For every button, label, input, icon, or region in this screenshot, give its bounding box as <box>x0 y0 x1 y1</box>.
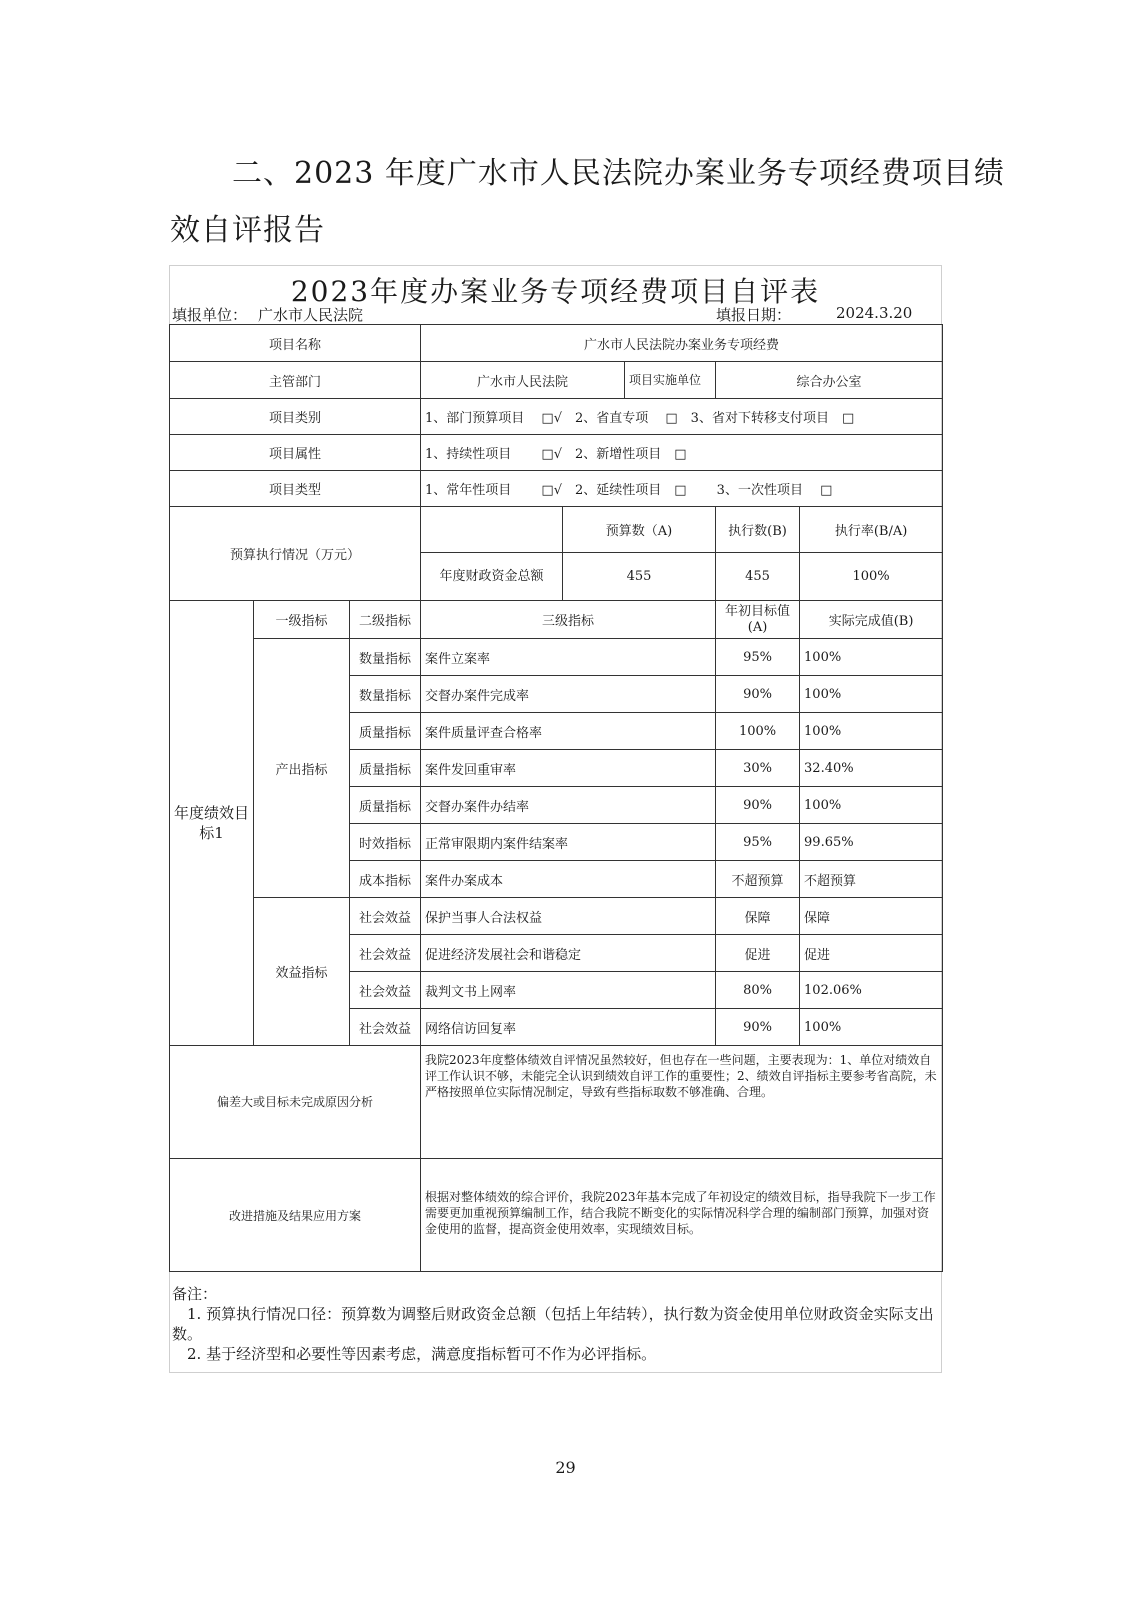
ind-level3: 保护当事人合法权益 <box>421 898 716 935</box>
ind-level2: 质量指标 <box>350 713 421 750</box>
note-2: 2. 基于经济型和必要性等因素考虑，满意度指标暂可不作为必评指标。 <box>172 1345 657 1363</box>
unit-label: 填报单位： <box>172 306 248 324</box>
ind-actual: 100% <box>800 676 943 713</box>
ind-target: 95% <box>716 639 800 676</box>
ind-level3: 交督办案件办结率 <box>421 787 716 824</box>
ind-actual: 32.40% <box>800 750 943 787</box>
note-1: 1. 预算执行情况口径：预算数为调整后财政资金总额（包括上年结转），执行数为资金使用单位财政资金实际支出数。 <box>172 1305 934 1343</box>
ind-actual: 100% <box>800 1009 943 1046</box>
ind-target: 保障 <box>716 898 800 935</box>
ind-level2: 社会效益 <box>350 1009 421 1046</box>
page-number: 29 <box>555 1458 576 1477</box>
budget-label: 预算执行情况（万元） <box>170 507 421 601</box>
evaluation-table <box>169 324 943 1272</box>
budget-header-blank <box>421 507 563 553</box>
budget-col-rate: 执行率(B/A) <box>800 507 943 553</box>
ind-level2: 质量指标 <box>350 750 421 787</box>
budget-value: 455 <box>563 553 716 601</box>
ind-level2: 社会效益 <box>350 972 421 1009</box>
output-label: 产出指标 <box>254 639 350 898</box>
ind-level2: 社会效益 <box>350 898 421 935</box>
ind-level3: 裁判文书上网率 <box>421 972 716 1009</box>
budget-col-exec: 执行数(B) <box>716 507 800 553</box>
ind-target: 90% <box>716 787 800 824</box>
ind-actual: 促进 <box>800 935 943 972</box>
type-label: 项目类型 <box>170 471 421 507</box>
rate-value: 100% <box>800 553 943 601</box>
ind-level3: 案件质量评查合格率 <box>421 713 716 750</box>
ind-actual: 100% <box>800 639 943 676</box>
benefit-label: 效益指标 <box>254 898 350 1046</box>
col-level3: 三级指标 <box>421 601 716 639</box>
ind-level2: 时效指标 <box>350 824 421 861</box>
dept-value: 广水市人民法院 <box>421 362 625 399</box>
report-heading-line2: 效自评报告 <box>170 213 325 248</box>
ind-level3: 案件办案成本 <box>421 861 716 898</box>
ind-level2: 质量指标 <box>350 787 421 824</box>
impl-unit-value: 综合办公室 <box>716 362 943 399</box>
project-name-value: 广水市人民法院办案业务专项经费 <box>421 325 943 362</box>
ind-target: 90% <box>716 676 800 713</box>
notes <box>172 1284 937 1364</box>
ind-target: 95% <box>716 824 800 861</box>
ind-level2: 成本指标 <box>350 861 421 898</box>
category-value: 1、部门预算项目 □√ 2、省直专项 □ 3、省对下转移支付项目 □ <box>421 399 943 435</box>
report-heading-line1: 二、2023 年度广水市人民法院办案业务专项经费项目绩 <box>232 156 1005 191</box>
ind-actual: 100% <box>800 713 943 750</box>
improvement-label: 改进措施及结果应用方案 <box>170 1159 421 1272</box>
annual-goal-label: 年度绩效目标1 <box>170 601 254 1046</box>
ind-level2: 社会效益 <box>350 935 421 972</box>
deviation-text: 我院2023年度整体绩效自评情况虽然较好，但也存在一些问题，主要表现为：1、单位对绩效自评工作认识不够，未能完全认识到绩效自评工作的重要性；2、绩效自评指标主要参考省高院，未严格按照单位实际情况制定，导致有些指标取数不够准确、合理。 <box>421 1046 943 1159</box>
ind-target: 90% <box>716 1009 800 1046</box>
attribute-label: 项目属性 <box>170 435 421 471</box>
ind-actual: 100% <box>800 787 943 824</box>
project-name-label: 项目名称 <box>170 325 421 362</box>
ind-level3: 正常审限期内案件结案率 <box>421 824 716 861</box>
col-level2: 二级指标 <box>350 601 421 639</box>
date-label: 填报日期： <box>716 306 792 324</box>
impl-unit-label: 项目实施单位 <box>625 362 716 399</box>
col-actual: 实际完成值(B) <box>800 601 943 639</box>
ind-level3: 案件立案率 <box>421 639 716 676</box>
ind-actual: 102.06% <box>800 972 943 1009</box>
ind-level3: 交督办案件完成率 <box>421 676 716 713</box>
ind-level3: 促进经济发展社会和谐稳定 <box>421 935 716 972</box>
date-value: 2024.3.20 <box>836 304 913 322</box>
attribute-value: 1、持续性项目 □√ 2、新增性项目 □ <box>421 435 943 471</box>
budget-row-label: 年度财政资金总额 <box>421 553 563 601</box>
ind-target: 促进 <box>716 935 800 972</box>
exec-value: 455 <box>716 553 800 601</box>
ind-level2: 数量指标 <box>350 639 421 676</box>
ind-level2: 数量指标 <box>350 676 421 713</box>
deviation-label: 偏差大或目标未完成原因分析 <box>170 1046 421 1159</box>
col-target: 年初目标值(A) <box>716 601 800 639</box>
budget-col-budget: 预算数（A) <box>563 507 716 553</box>
ind-target: 不超预算 <box>716 861 800 898</box>
ind-actual: 不超预算 <box>800 861 943 898</box>
type-value: 1、常年性项目 □√ 2、延续性项目 □ 3、一次性项目 □ <box>421 471 943 507</box>
ind-level3: 网络信访回复率 <box>421 1009 716 1046</box>
ind-target: 30% <box>716 750 800 787</box>
ind-actual: 99.65% <box>800 824 943 861</box>
ind-target: 80% <box>716 972 800 1009</box>
improvement-text: 根据对整体绩效的综合评价，我院2023年基本完成了年初设定的绩效目标，指导我院下一步工作需要更加重视预算编制工作，结合我院不断变化的实际情况科学合理的编制部门预算，加强对资金使用的监督，提高资金使用效率，实现绩效目标。 <box>421 1159 943 1272</box>
unit-value: 广水市人民法院 <box>258 306 364 324</box>
ind-actual: 保障 <box>800 898 943 935</box>
notes-title: 备注： <box>172 1285 218 1303</box>
form-title: 2023年度办案业务专项经费项目自评表 <box>290 275 821 308</box>
ind-target: 100% <box>716 713 800 750</box>
col-level1: 一级指标 <box>254 601 350 639</box>
category-label: 项目类别 <box>170 399 421 435</box>
ind-level3: 案件发回重审率 <box>421 750 716 787</box>
dept-label: 主管部门 <box>170 362 421 399</box>
